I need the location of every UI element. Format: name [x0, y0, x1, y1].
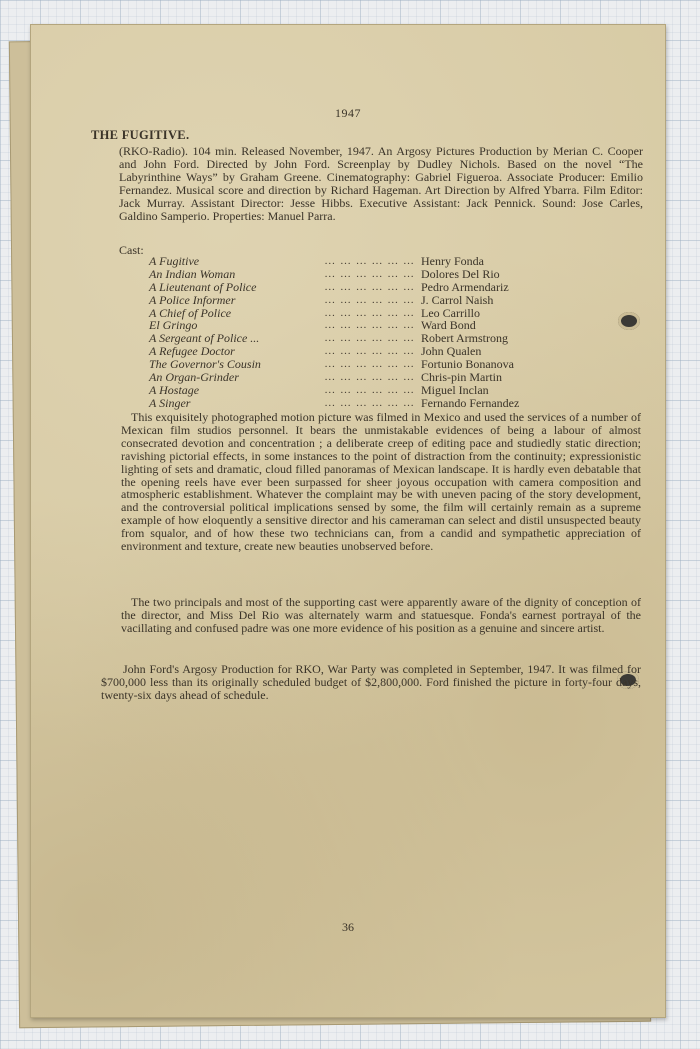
cast-row	[149, 397, 549, 410]
cast-row	[149, 268, 549, 281]
leader-dots: … … … … … …	[324, 267, 415, 280]
cast-row	[149, 371, 549, 384]
review-paragraph: The two principals and most of the supporting cast were apparently aware of the dignity of conception of the director, and Miss Del Rio was alternately warm and statuesque. Fonda's earnest portrayal of the vacillating and confused padre was one more evidence of his position as a genuine and sincere artist.	[121, 595, 641, 635]
cast-role: El Gringo	[149, 318, 198, 333]
cast-role: A Sergeant of Police ...	[149, 331, 260, 346]
leader-dots: … … … … … …	[324, 293, 415, 306]
cast-role: A Chief of Police	[149, 305, 232, 320]
cast-row	[149, 281, 549, 294]
cast-actor: Leo Carrillo	[421, 305, 480, 320]
cast-role: A Singer	[149, 395, 191, 410]
leader-dots: … … … … … …	[324, 396, 415, 409]
cast-role: An Indian Woman	[149, 266, 236, 281]
punch-hole	[618, 312, 640, 330]
leader-dots: … … … … … …	[324, 319, 415, 332]
film-title: THE FUGITIVE.	[91, 128, 190, 142]
leader-dots: … … … … … …	[324, 345, 415, 358]
leader-dots: … … … … … …	[324, 358, 415, 371]
cast-role: An Organ-Grinder	[149, 370, 239, 385]
cast-role: A Police Informer	[149, 292, 236, 307]
credits-paragraph: (RKO-Radio). 104 min. Released November, 1947. An Argosy Pictures Production by Merian C. Cooper and John Ford. Directed by John Ford. Screenplay by Dudley Nichols. Based on the novel “The Labyrinthine Ways” by Graham Greene. Cinematography: Gabriel Figueroa. Associate Producer: Emilio Fernandez. Musical score and direction by Richard Hageman. Art Direction by Alfred Ybarra. Film Editor: Jack Murray. Assistant Director: Jesse Hibbs. Executive Assistant: Jack Pennick. Sound: Jose Carles, Galdino Samperio. Properties: Manuel Parra.	[119, 144, 643, 223]
cast-list	[149, 255, 549, 410]
cast-role: The Governor's Cousin	[149, 357, 261, 372]
review-paragraph: This exquisitely photographed motion picture was filmed in Mexico and used the services of a number of Mexican film studios personnel. It bears the unmistakable evidences of being a labour of almost consecrated devotion and concentration ; a deliberate creep of editing pace and studiedly static direction; ravishing pictorial effects, in some instances to the point of distraction from the continuity; expressionistic lighting of sets and dramatic, cloud filled panoramas of Mexican landscape. It is hardly even debatable that the opening reels have ever been surpassed for sheer joyous occupation with camera composition and atmospheric establishment. Whatever the complaint may be with uneven pacing of the story development, and the controversial political implications sensed by some, the film will certainly remain as a supreme example of how eloquently a sensitive director and his cameraman can select and distil unsuspected beauty from squalor, and of how these two technicians can, from a candid and sympathetic appreciation of environment and texture, create new beauties unobserved before.	[121, 410, 641, 554]
page-number: 36	[342, 920, 354, 934]
document-page	[30, 24, 666, 1018]
cast-row	[149, 294, 549, 307]
cast-actor: Robert Armstrong	[421, 331, 508, 346]
cast-actor: Ward Bond	[421, 318, 476, 333]
cast-row	[149, 307, 549, 320]
cast-role: A Fugitive	[149, 254, 200, 268]
cast-actor: John Qualen	[421, 344, 482, 359]
cast-actor: Fernando Fernandez	[421, 395, 520, 410]
page-year-heading: 1947	[335, 106, 361, 120]
cast-row	[149, 384, 549, 397]
cast-role: A Hostage	[149, 382, 200, 397]
cast-actor: J. Carrol Naish	[421, 292, 494, 307]
cast-actor: Henry Fonda	[421, 254, 484, 268]
cast-actor: Miguel Inclan	[421, 382, 489, 397]
production-note-paragraph: John Ford's Argosy Production for RKO, War Party was completed in September, 1947. It was filmed for $700,000 less than its originally scheduled budget of $2,800,000. Ford finished the picture in forty-four days, twenty-six days ahead of schedule.	[101, 662, 641, 702]
leader-dots: … … … … … …	[324, 255, 415, 267]
leader-dots: … … … … … …	[324, 383, 415, 396]
cast-label: Cast:	[119, 243, 144, 257]
cast-actor: Dolores Del Rio	[421, 266, 500, 281]
cast-actor: Pedro Armendariz	[421, 279, 509, 294]
cast-actor: Fortunio Bonanova	[421, 357, 514, 372]
leader-dots: … … … … … …	[324, 306, 415, 319]
leader-dots: … … … … … …	[324, 332, 415, 345]
leader-dots: … … … … … …	[324, 371, 415, 384]
cast-role: A Refugee Doctor	[149, 344, 235, 359]
cast-role: A Lieutenant of Police	[149, 279, 257, 294]
leader-dots: … … … … … …	[324, 280, 415, 293]
cast-actor: Chris-pin Martin	[421, 370, 502, 385]
cast-row	[149, 255, 549, 268]
